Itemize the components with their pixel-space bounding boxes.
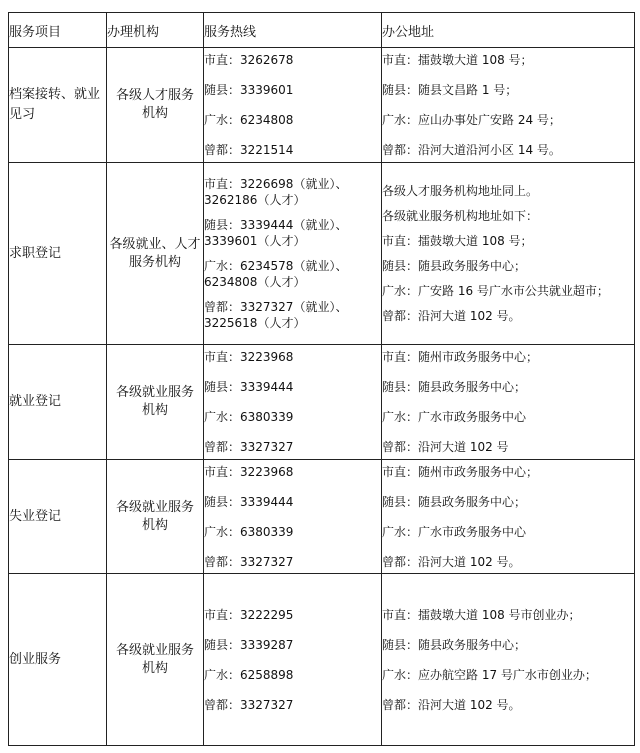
service-item-cell: 创业服务 (9, 574, 107, 746)
address-line: 曾都：沿河大道 102 号。 (382, 309, 521, 323)
hotline-line: 曾都：3327327 (204, 440, 294, 454)
service-item-cell: 就业登记 (9, 345, 107, 460)
table-row (9, 48, 635, 163)
hotline-line: 随县：3339444 (204, 380, 294, 394)
address-line: 市直：擂鼓墩大道 108 号； (382, 234, 533, 248)
hotline-line: 广水：6380339 (204, 524, 294, 539)
hotline-line: 曾都：3327327 (204, 697, 294, 712)
service-item-cell: 求职登记 (9, 163, 107, 345)
header-service-item: 服务项目 (9, 13, 107, 48)
address-line: 广水：广水市政务服务中心 (382, 524, 527, 539)
service-item-cell: 档案接转、就业 见习 (9, 48, 107, 163)
hotline-line: 3225618（人才） (204, 316, 306, 330)
service-table (8, 12, 635, 746)
address-line: 广水：应山办事处广安路 24 号； (382, 113, 561, 127)
hotline-cell (204, 163, 382, 345)
address-line: 市直：随州市政务服务中心； (382, 464, 539, 479)
address-line: 各级人才服务机构地址同上。 (382, 184, 539, 198)
address-cell (382, 163, 635, 345)
service-item-cell: 失业登记 (9, 460, 107, 574)
header-address: 办公地址 (382, 13, 635, 48)
hotline-line: 市直：3222295 (204, 607, 294, 622)
address-line: 随县：随县政务服务中心； (382, 259, 527, 273)
address-line: 市直：擂鼓墩大道 108 号； (382, 53, 533, 67)
address-line: 各级就业服务机构地址如下： (382, 209, 539, 223)
address-line: 广水：广安路 16 号广水市公共就业超市； (382, 284, 609, 298)
hotline-line: 广水：6234578（就业）、 (204, 259, 348, 273)
hotline-line: 广水：6380339 (204, 410, 294, 424)
hotline-cell (204, 48, 382, 163)
hotline-line: 曾都：3327327 (204, 554, 294, 569)
address-line: 随县：随县政务服务中心； (382, 637, 527, 652)
address-line: 随县：随县文昌路 1 号； (382, 83, 518, 97)
table-row (9, 163, 635, 345)
address-line: 随县：随县政务服务中心； (382, 380, 527, 394)
address-line: 曾都：沿河大道 102 号。 (382, 554, 521, 569)
table-row (9, 345, 635, 460)
table-header-row (9, 13, 635, 48)
hotline-line: 广水：6234808 (204, 113, 294, 127)
address-line: 曾都：沿河大道沿河小区 14 号。 (382, 143, 561, 157)
hotline-line: 随县：3339444（就业）、 (204, 218, 348, 232)
organization-cell: 各级就业服务 机构 (107, 345, 204, 460)
organization-cell: 各级就业服务 机构 (107, 574, 204, 746)
hotline-line: 市直：3262678 (204, 53, 294, 67)
hotline-line: 市直：3226698（就业）、 (204, 177, 348, 191)
address-line: 曾都：沿河大道 102 号。 (382, 697, 521, 712)
hotline-line: 6234808（人才） (204, 275, 306, 289)
hotline-line: 市直：3223968 (204, 350, 294, 364)
hotline-cell (204, 460, 382, 574)
address-line: 广水：应办航空路 17 号广水市创业办； (382, 667, 597, 682)
hotline-line: 3339601（人才） (204, 234, 306, 248)
organization-cell: 各级就业、人才 服务机构 (107, 163, 204, 345)
address-cell (382, 460, 635, 574)
hotline-line: 3262186（人才） (204, 193, 306, 207)
hotline-line: 广水：6258898 (204, 667, 294, 682)
hotline-cell (204, 574, 382, 746)
address-line: 广水：广水市政务服务中心 (382, 410, 527, 424)
hotline-cell (204, 345, 382, 460)
address-line: 随县：随县政务服务中心； (382, 494, 527, 509)
hotline-line: 随县：3339444 (204, 494, 294, 509)
address-cell (382, 345, 635, 460)
address-cell (382, 574, 635, 746)
hotline-line: 随县：3339287 (204, 637, 294, 652)
header-hotline: 服务热线 (204, 13, 382, 48)
address-line: 市直：随州市政务服务中心； (382, 350, 539, 364)
table-row (9, 574, 635, 746)
organization-cell: 各级人才服务 机构 (107, 48, 204, 163)
hotline-line: 曾都：3327327（就业）、 (204, 300, 348, 314)
address-line: 市直：擂鼓墩大道 108 号市创业办； (382, 607, 581, 622)
hotline-line: 曾都：3221514 (204, 143, 294, 157)
hotline-line: 市直：3223968 (204, 464, 294, 479)
hotline-line: 随县：3339601 (204, 83, 294, 97)
table-row (9, 460, 635, 574)
address-line: 曾都：沿河大道 102 号 (382, 440, 509, 454)
organization-cell: 各级就业服务 机构 (107, 460, 204, 574)
address-cell (382, 48, 635, 163)
header-organization: 办理机构 (107, 13, 204, 48)
